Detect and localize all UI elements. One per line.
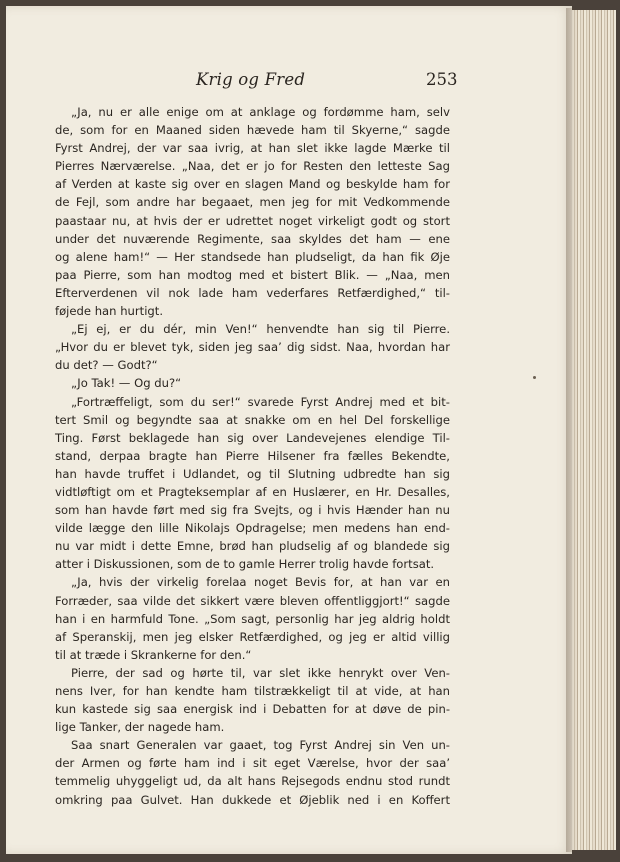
- text-line: temmelig uhyggeligt ud, da alt hans Rejsegods endnu stod rundt: [55, 774, 450, 789]
- page-gutter-shadow: [566, 8, 576, 852]
- text-line: han havde truffet i Udlandet, og til Slutning udbredte han sig: [55, 466, 450, 481]
- text-line: han i en harmfuld Tone. „Som sagt, personlig har jeg aldrig holdt: [55, 611, 450, 626]
- text-line: „Fortræffeligt, som du ser!“ svarede Fyrst Andrej med et bit-: [71, 394, 450, 409]
- text-line: de, som for en Maaned siden hævede ham til Skyerne,“ sagde: [55, 123, 450, 138]
- speck-mark: [533, 376, 536, 379]
- text-line: nu var midt i dette Emne, brød han pludselig af og blandede sig: [55, 539, 450, 554]
- text-line: atter i Diskussionen, som de to gamle Herrer trolig havde fortsat.: [55, 557, 435, 572]
- text-line: „Hvor du er blevet tyk, siden jeg saa’ dig sidst. Naa, hvordan har: [55, 340, 450, 355]
- text-line: vidtløftigt om et Pragteksemplar af en Huslærer, en Hr. Desalles,: [55, 484, 450, 499]
- text-line: tert Smil og begyndte saa at snakke om en hel Del forskellige: [55, 412, 450, 427]
- text-line: de Fejl, som andre har begaaet, men jeg for mit Vedkommende: [55, 195, 450, 210]
- page-number: 253: [426, 70, 458, 89]
- text-line: og alene ham!“ — Her standsede han pludseligt, da han fik Øje: [55, 249, 450, 264]
- text-line: af Verden at kaste sig over en slagen Mand og beskylde ham for: [55, 177, 450, 192]
- page-header: [6, 70, 572, 94]
- text-line: under det nuværende Regimente, saa skyldes det ham — ene: [55, 231, 450, 246]
- page-edges: [572, 10, 616, 850]
- book-page: [6, 6, 572, 854]
- text-line: stand, derpaa bragte han Pierre Hilsener fra fælles Bekendte,: [55, 448, 450, 463]
- text-line: paa Pierre, som han modtog med et bistert Blik. — „Naa, men: [55, 267, 450, 282]
- text-line: vilde lægge den lille Nikolajs Opdragelse; men medens han end-: [55, 521, 450, 536]
- text-line: føjede han hurtigt.: [55, 304, 164, 319]
- text-line: der Armen og førte ham ind i sit eget Værelse, hvor der saa’: [55, 756, 450, 771]
- text-line: „Ej ej, er du dér, min Ven!“ henvendte han sig til Pierre.: [71, 322, 450, 337]
- text-line: „Jo Tak! — Og du?“: [71, 376, 182, 391]
- text-line: til at træde i Skrankerne for den.“: [55, 647, 252, 662]
- text-line: Ting. Først beklagede han sig over Landevejenes elendige Til-: [55, 430, 450, 445]
- text-line: „Ja, nu er alle enige om at anklage og fordømme ham, selv: [71, 105, 450, 119]
- running-title: Krig og Fred: [196, 70, 306, 89]
- text-line: du det? — Godt?“: [55, 358, 158, 373]
- text-line: omkring paa Gulvet. Han dukkede et Øjeblik ned i en Koffert: [55, 792, 450, 807]
- text-line: Pierre, der sad og hørte til, var slet ikke henrykt over Ven-: [71, 665, 450, 680]
- text-line: lige Tanker, der nagede ham.: [55, 720, 225, 735]
- text-line: kun kastede sig saa energisk ind i Debatten for at døve de pin-: [55, 702, 450, 717]
- text-line: „Ja, hvis der virkelig forelaa noget Bevis for, at han var en: [71, 575, 450, 590]
- text-line: Saa snart Generalen var gaaet, tog Fyrst Andrej sin Ven un-: [71, 738, 450, 753]
- text-line: paastaar nu, at hvis der er udrettet noget virkeligt godt og stort: [55, 213, 450, 228]
- text-line: Efterverdenen vil nok lade ham vederfares Retfærdighed,“ til-: [55, 285, 450, 300]
- text-line: af Speranskij, men jeg elsker Retfærdighed, og jeg er altid villig: [55, 629, 450, 644]
- text-line: Fyrst Andrej, der var saa ivrig, at han slet ikke lagde Mærke til: [55, 141, 450, 156]
- text-line: Pierres Nærværelse. „Naa, det er jo for Resten den letteste Sag: [55, 159, 450, 174]
- text-line: som han havde ført med sig fra Svejts, og i hvis Hænder han nu: [55, 503, 450, 518]
- text-line: nens Iver, for han kendte ham tilstrækkeligt til at vide, at han: [55, 684, 450, 698]
- body-text: [55, 103, 450, 809]
- text-line: Forræder, saa vilde det sikkert være bleven offentliggjort!“ sagde: [55, 593, 450, 608]
